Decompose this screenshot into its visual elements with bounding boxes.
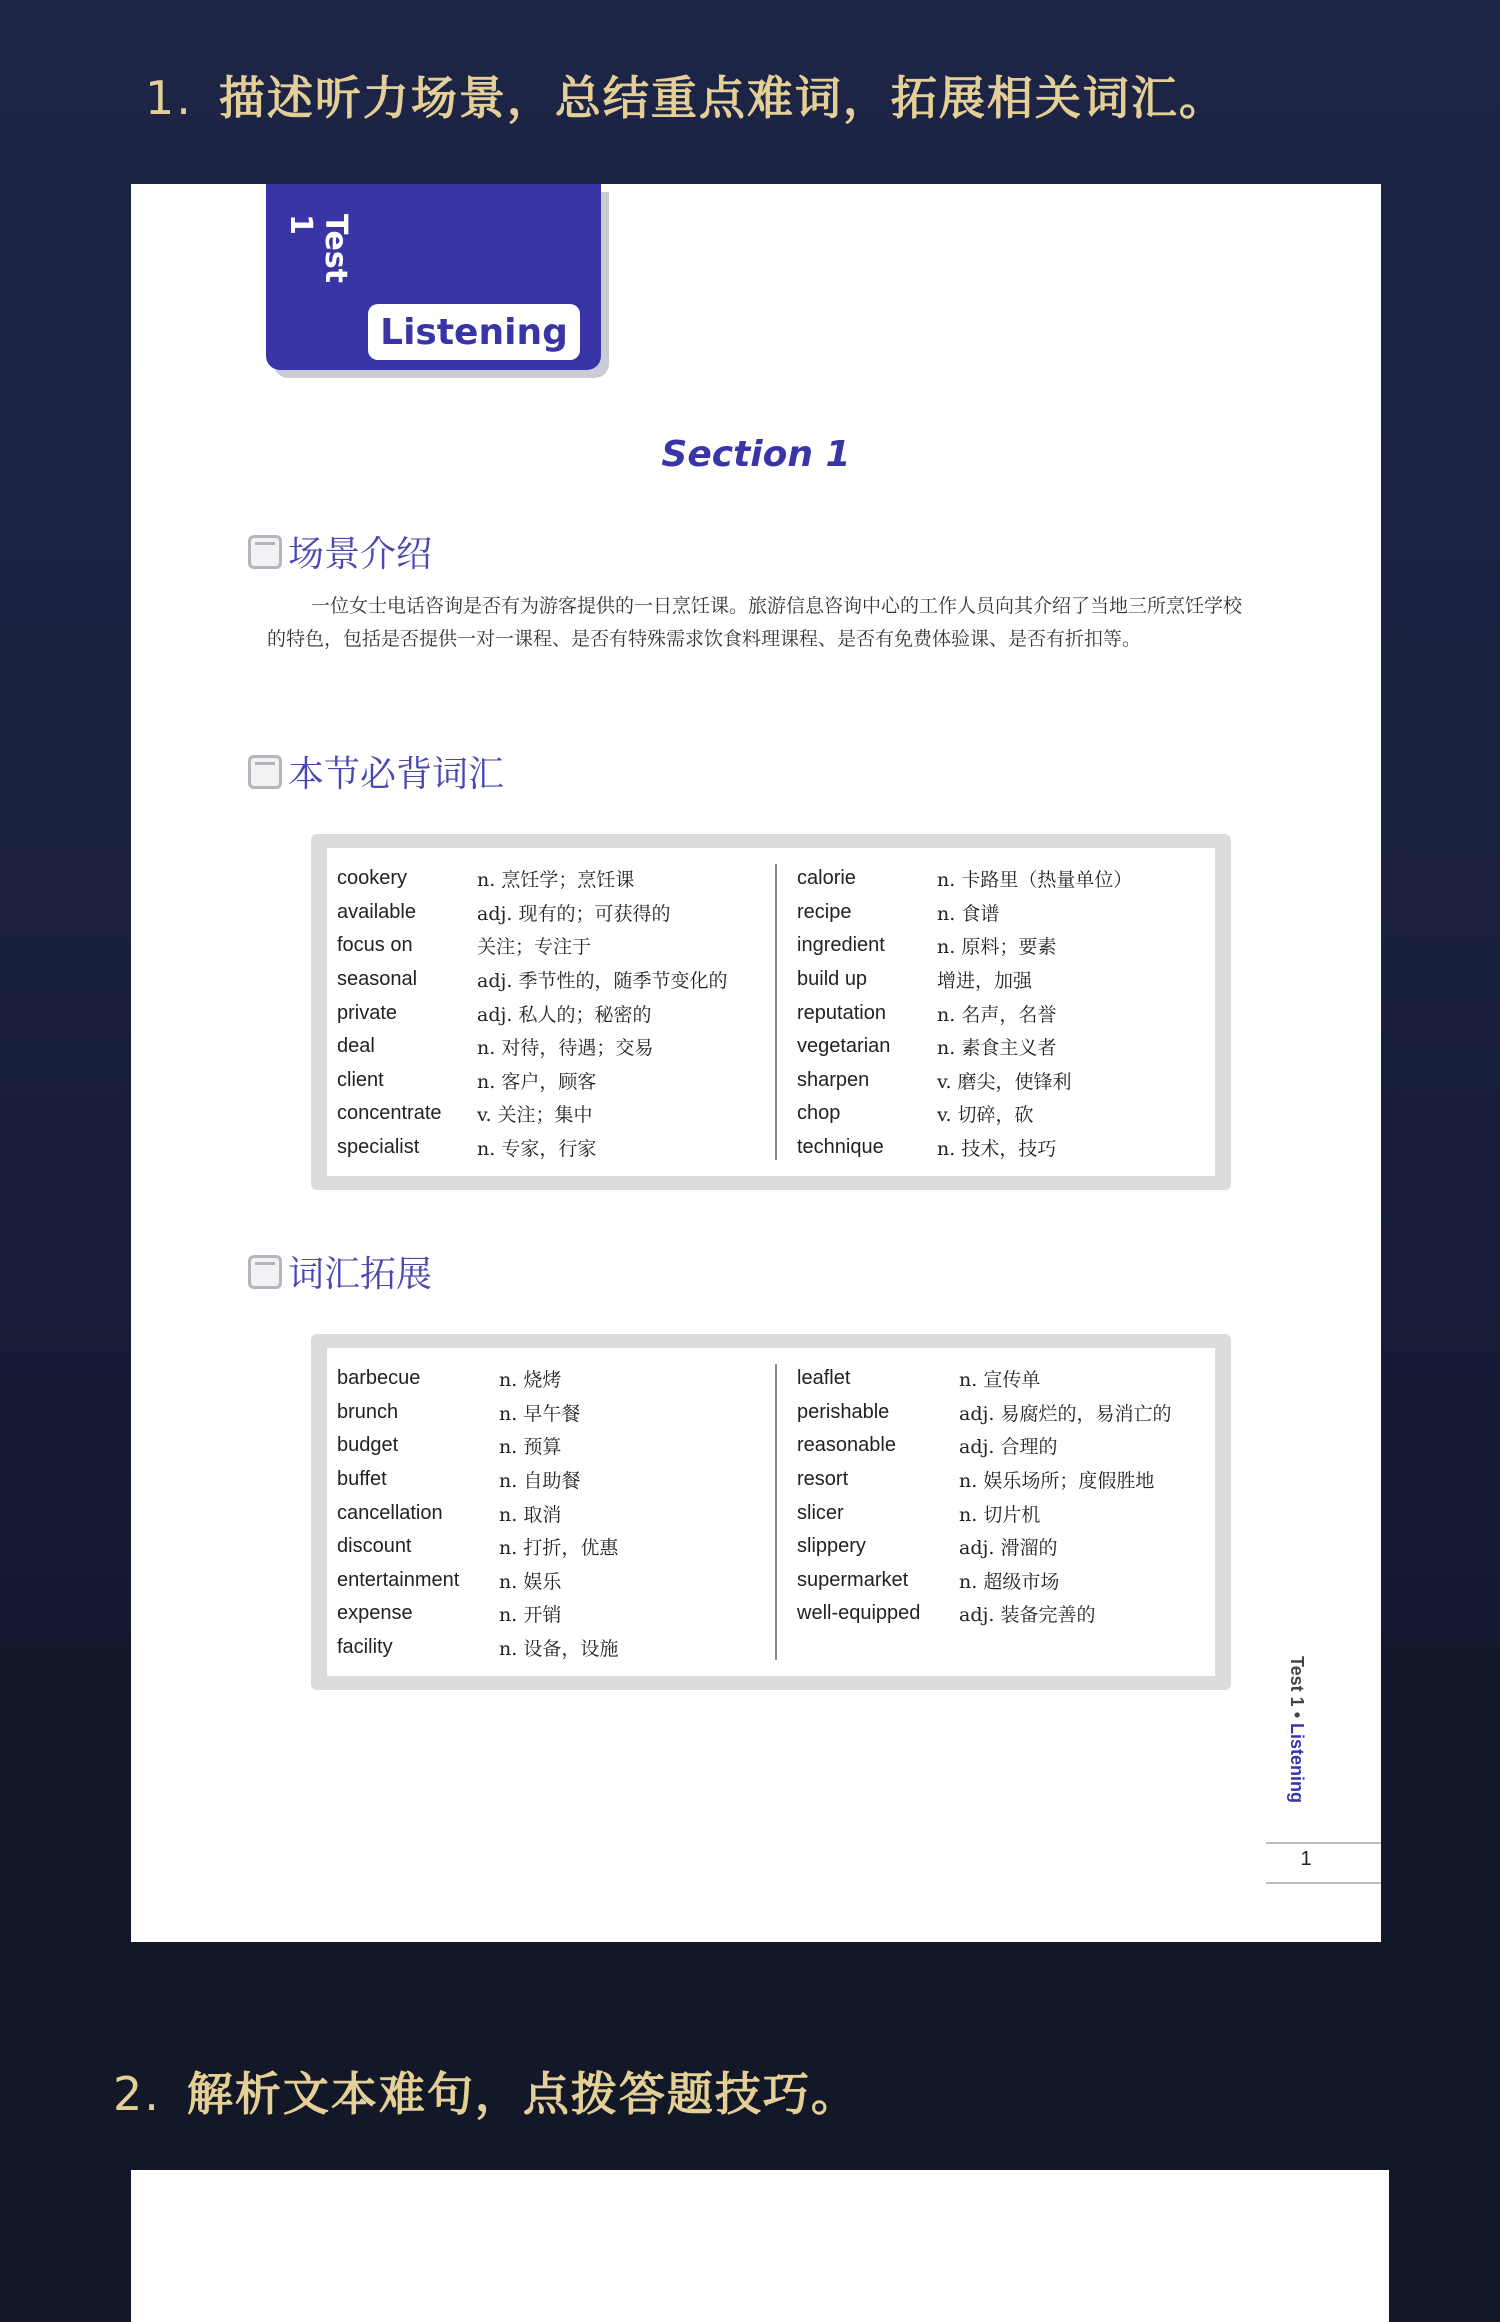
expansion-heading-text: 词汇拓展 [288,1254,433,1295]
vocab-row [797,1030,1132,1064]
heading-1 [145,62,1227,128]
tab-test-label: Test 1 [283,214,353,284]
vocab-definition: v. 切碎，砍 [937,1104,1034,1127]
running-header-dot: • [1287,1711,1307,1719]
page-number-rule-bottom [1266,1882,1381,1884]
vocab-word: sharpen [797,1068,870,1091]
vocab-definition: n. 预算 [499,1436,562,1459]
vocab-word: seasonal [337,968,418,991]
vocab-definition: n. 名声，名誉 [937,1003,1057,1026]
notebook-icon [248,535,282,569]
vocab-word: resort [797,1468,849,1491]
vocab-word: facility [337,1636,393,1659]
vocab-word: recipe [797,900,852,923]
vocab-definition: n. 自助餐 [499,1470,581,1493]
must-learn-left-column [337,862,727,1164]
vocab-row [797,963,1132,997]
tab-listening-label: Listening [368,304,580,360]
vocab-definition: n. 烧烤 [499,1369,562,1392]
must-learn-heading-text: 本节必背词汇 [288,754,505,795]
vocab-word: entertainment [337,1568,460,1591]
vocab-definition: n. 娱乐 [499,1570,562,1593]
vocab-row [797,1463,1171,1497]
page-number: 1 [1300,1848,1312,1870]
scene-description: 一位女士电话咨询是否有为游客提供的一日烹饪课。旅游信息咨询中心的工作人员向其介绍了当地三所烹饪学校的特色，包括是否提供一对一课程、是否有特殊需求饮食料理课程、是否有免费体验课、是否有折扣等。 [267,595,1243,650]
vocab-word: reasonable [797,1434,896,1457]
vocab-word: private [337,1001,398,1024]
vocab-definition: n. 烹饪学；烹饪课 [477,869,635,892]
vocab-definition: adj. 私人的；秘密的 [477,1003,652,1026]
column-divider [775,864,777,1160]
expansion-right-column [797,1362,1171,1631]
test-tab [266,184,601,370]
vocab-word: slippery [797,1535,866,1558]
expansion-heading [248,1246,432,1297]
vocab-row [797,1064,1132,1098]
expansion-vocab-inner [327,1348,1215,1676]
vocab-row [797,1131,1132,1165]
vocab-word: build up [797,968,868,991]
expansion-vocab-box [311,1334,1231,1690]
vocab-row [797,1564,1171,1598]
scene-heading [248,526,432,577]
vocab-row [337,1631,618,1665]
vocab-definition: n. 娱乐场所；度假胜地 [959,1470,1155,1493]
running-header-test: Test 1 [1287,1656,1307,1707]
vocab-definition: n. 超级市场 [959,1570,1060,1593]
must-learn-heading [248,746,504,797]
vocab-row [797,1597,1171,1631]
vocab-definition: n. 开销 [499,1604,562,1627]
book-icon [248,1255,282,1289]
vocab-word: cookery [337,867,408,890]
vocab-word: client [337,1068,384,1091]
heading-2-text: 解析文本难句，点拨答题技巧。 [186,2067,859,2121]
book-icon [248,755,282,789]
vocab-row [337,896,727,930]
vocab-word: discount [337,1535,412,1558]
vocab-definition: n. 早午餐 [499,1402,581,1425]
vocab-definition: n. 原料；要素 [937,936,1057,959]
vocab-row [337,1362,618,1396]
expansion-left-column [337,1362,618,1664]
vocab-row [337,862,727,896]
vocab-row [337,1064,727,1098]
running-header-listening: Listening [1287,1723,1307,1804]
vocab-row [337,1530,618,1564]
vocab-word: barbecue [337,1367,421,1390]
vocab-row [797,996,1132,1030]
vocab-definition: 关注；专注于 [477,936,592,959]
vocab-definition: n. 切片机 [959,1503,1041,1526]
vocab-definition: n. 客户，顾客 [477,1070,597,1093]
vocab-row [337,963,727,997]
vocab-row [337,929,727,963]
vocab-row [337,996,727,1030]
vocab-row [337,1597,618,1631]
vocab-row [797,1362,1171,1396]
vocab-word: supermarket [797,1568,909,1591]
heading-1-number: 1. [145,71,193,125]
must-learn-right-column [797,862,1132,1164]
vocab-word: specialist [337,1136,420,1159]
vocab-row [797,1097,1132,1131]
book-page-2 [131,2170,1389,2322]
vocab-word: vegetarian [797,1035,891,1058]
vocab-row [337,1097,727,1131]
vocab-row [337,1429,618,1463]
vocab-row [797,1396,1171,1430]
scene-heading-text: 场景介绍 [288,534,433,575]
vocab-definition: adj. 易腐烂的，易消亡的 [959,1402,1172,1425]
must-learn-vocab-box [311,834,1231,1190]
vocab-definition: n. 技术，技巧 [937,1138,1057,1161]
heading-1-text: 描述听力场景，总结重点难词，拓展相关词汇。 [218,71,1227,125]
vocab-row [797,1429,1171,1463]
vocab-word: reputation [797,1001,886,1024]
vocab-row [337,1564,618,1598]
section-title: Section 1 [661,434,851,475]
vocab-word: cancellation [337,1501,443,1524]
vocab-word: leaflet [797,1367,851,1390]
vocab-definition: n. 取消 [499,1503,562,1526]
vocab-word: buffet [337,1468,387,1491]
vocab-row [797,1496,1171,1530]
vocab-row [337,1030,727,1064]
vocab-word: slicer [797,1501,844,1524]
vocab-word: technique [797,1136,884,1159]
vocab-row [337,1496,618,1530]
vocab-definition: adj. 现有的；可获得的 [477,902,671,925]
vocab-row [797,1530,1171,1564]
vocab-definition: adj. 装备完善的 [959,1604,1096,1627]
vocab-word: expense [337,1602,413,1625]
column-divider [775,1364,777,1660]
must-learn-vocab-inner [327,848,1215,1176]
vocab-row [337,1396,618,1430]
vocab-row [337,1463,618,1497]
vocab-word: budget [337,1434,399,1457]
vocab-word: available [337,900,416,923]
vocab-definition: 增进，加强 [937,970,1033,993]
heading-2 [113,2058,859,2124]
vocab-word: ingredient [797,934,885,957]
vocab-row [337,1131,727,1165]
vocab-row [797,929,1132,963]
vocab-definition: n. 卡路里（热量单位） [937,869,1133,892]
vocab-definition: n. 打折，优惠 [499,1537,619,1560]
vocab-definition: n. 对待，待遇；交易 [477,1037,654,1060]
vocab-row [797,862,1132,896]
vocab-word: brunch [337,1400,399,1423]
vocab-definition: v. 关注；集中 [477,1104,593,1127]
vocab-definition: n. 设备，设施 [499,1638,619,1661]
heading-2-number: 2. [113,2067,161,2121]
vocab-word: focus on [337,934,413,957]
vocab-word: deal [337,1035,375,1058]
vocab-word: calorie [797,867,856,890]
vocab-definition: adj. 合理的 [959,1436,1058,1459]
vocab-word: well-equipped [797,1602,921,1625]
page-number-rule-top [1266,1842,1381,1844]
vocab-row [797,896,1132,930]
vocab-definition: adj. 滑溜的 [959,1537,1058,1560]
vocab-definition: v. 磨尖，使锋利 [937,1070,1072,1093]
vocab-word: chop [797,1102,841,1125]
vocab-definition: n. 专家，行家 [477,1138,597,1161]
vocab-definition: n. 食谱 [937,902,1000,925]
vocab-definition: n. 宣传单 [959,1369,1041,1392]
vocab-word: concentrate [337,1102,442,1125]
running-header [1277,1656,1307,1826]
vocab-definition: adj. 季节性的，随季节变化的 [477,970,728,993]
vocab-definition: n. 素食主义者 [937,1037,1057,1060]
book-page [131,184,1381,1942]
vocab-word: perishable [797,1400,890,1423]
